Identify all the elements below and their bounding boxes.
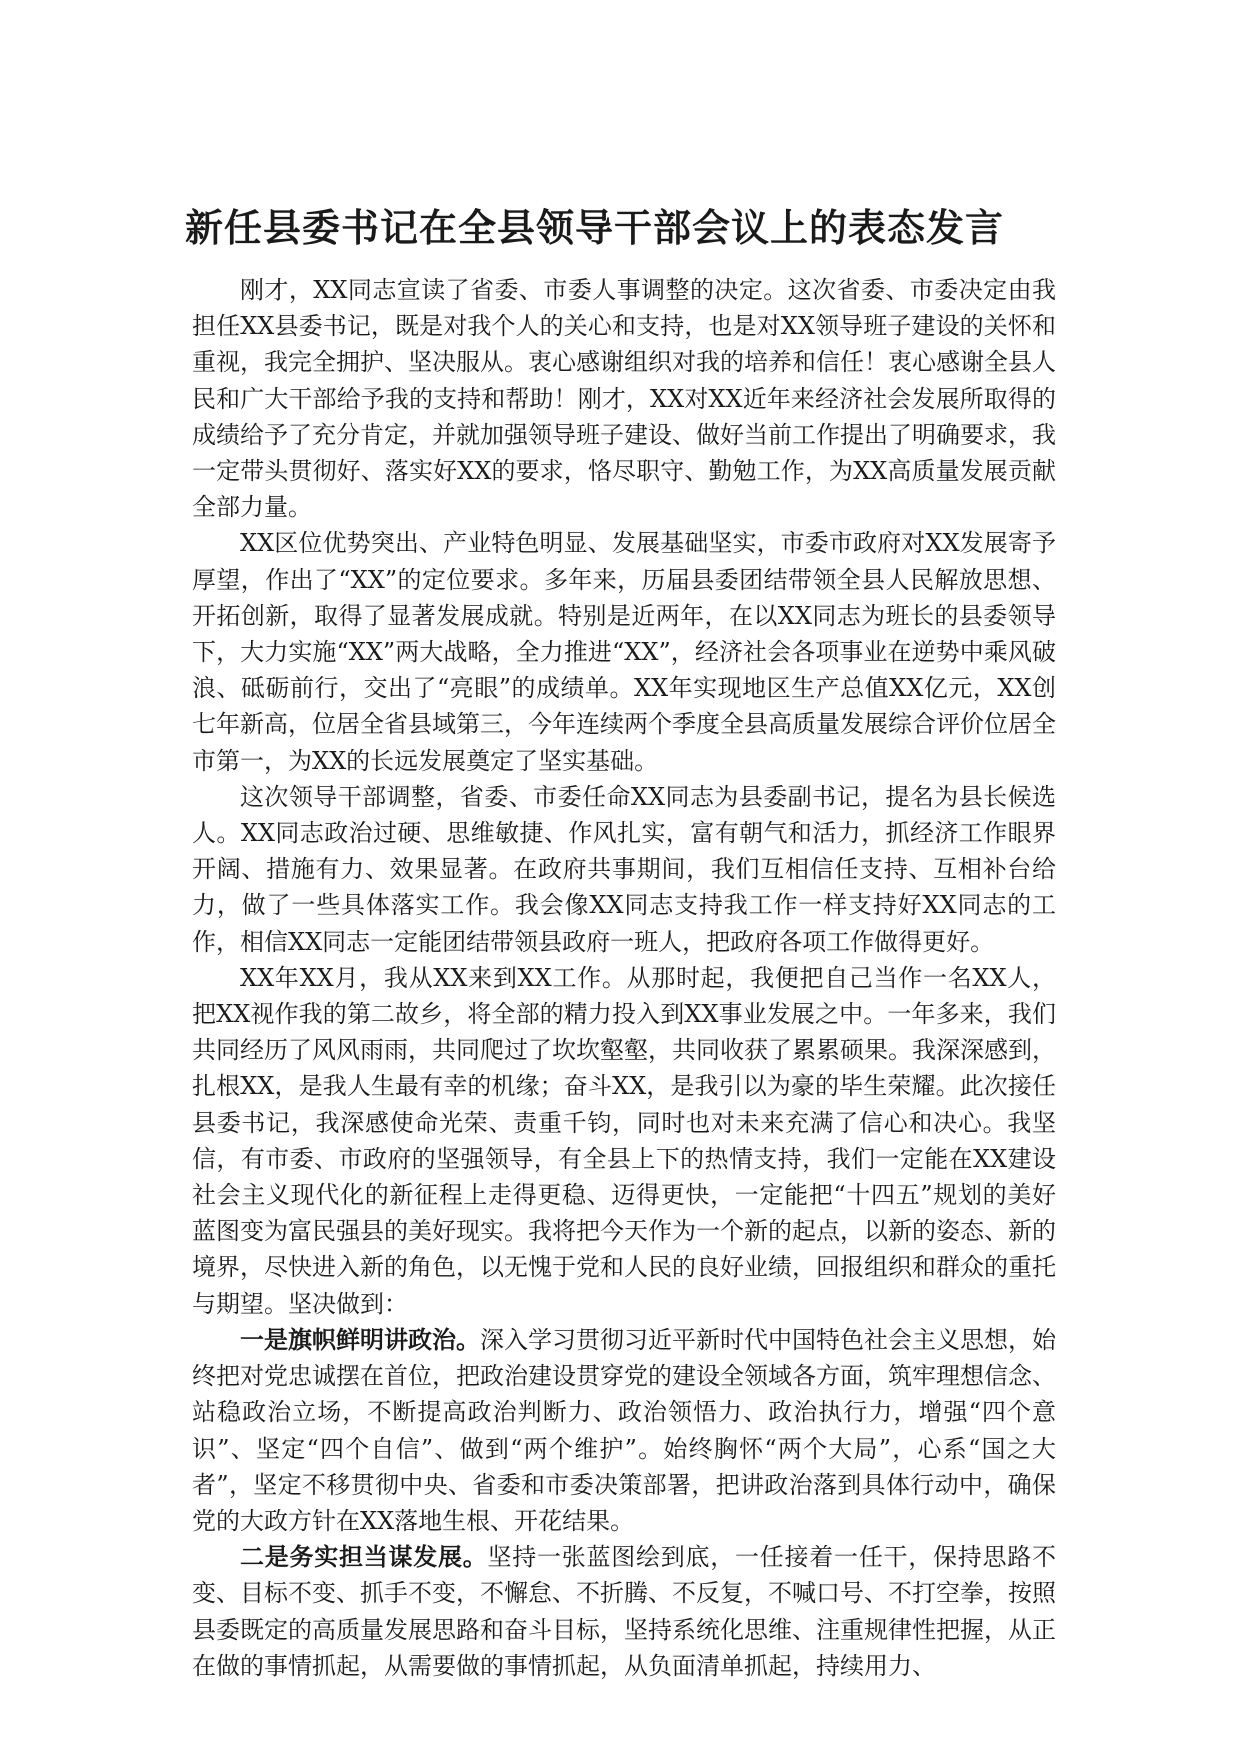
paragraph-text: XX年XX月，我从XX来到XX工作。从那时起，我便把自己当作一名XX人，把XX视作我的第二故乡，将全部的精力投入到XX事业发展之中。一年多来，我们共同经历了风风雨雨，共同爬过了坎坎壑壑，共同收获了累累硕果。我深深感到，扎根XX，是我人生最有幸的机缘；奋斗XX，是我引以为豪的毕生荣耀。此次接任县委书记，我深感使命光荣、责重千钧，同时也对未来充满了信心和决心。我坚信，有市委、市政府的坚强领导，有全县上下的热情支持，我们一定能在XX建设社会主义现代化的新征程上走得更稳、迈得更快，一定能把“十四五”规划的美好蓝图变为富民强县的美好现实。我将把今天作为一个新的起点，以新的姿态、新的境界，尽快进入新的角色，以无愧于党和人民的良好业绩，回报组织和群众的重托与期望。坚决做到：	[192, 963, 1056, 1318]
paragraph-personal-pledge	[192, 960, 1056, 1322]
paragraph-lead: 一是旗帜鲜明讲政治。	[240, 1324, 480, 1354]
paragraph-new-county-head	[192, 779, 1056, 960]
paragraph-text: 刚才，XX同志宣读了省委、市委人事调整的决定。这次省委、市委决定由我担任XX县委书记，既是对我个人的关心和支持，也是对XX领导班子建设的关怀和重视，我完全拥护、坚决服从。衷心感谢组织对我的培养和信任！衷心感谢全县人民和广大干部给予我的支持和帮助！刚才，XX对XX近年来经济社会发展所取得的成绩给予了充分肯定，并就加强领导班子建设、做好当前工作提出了明确要求，我一定带头贯彻好、落实好XX的要求，恪尽职守、勤勉工作，为XX高质量发展贡献全部力量。	[192, 276, 1056, 522]
paragraph-text: 坚持一张蓝图绘到底，一任接着一任干，保持思路不变、目标不变、抓手不变，不懈怠、不折腾、不反复，不喊口号、不打空拳，按照县委既定的高质量发展思路和奋斗目标，坚持系统化思维、注重规律性把握，从正在做的事情抓起，从需要做的事情抓起，从负面清单抓起，持续用力、	[192, 1543, 1056, 1680]
paragraph-appointment-thanks	[192, 272, 1056, 525]
paragraph-point-politics	[192, 1322, 1056, 1539]
document-body	[192, 272, 1056, 1684]
paragraph-lead: 二是务实担当谋发展。	[240, 1542, 488, 1572]
document-title: 新任县委书记在全县领导干部会议上的表态发言	[185, 206, 1005, 250]
paragraph-text: 深入学习贯彻习近平新时代中国特色社会主义思想，始终把对党忠诚摆在首位，把政治建设贯穿党的建设全领域各方面，筑牢理想信念、站稳政治立场，不断提高政治判断力、政治领悟力、政治执行力，增强“四个意识”、坚定“四个自信”、做到“两个维护”。始终胸怀“两个大局”，心系“国之大者”，坚定不移贯彻中央、省委和市委决策部署，把讲政治落到具体行动中，确保党的大政方针在XX落地生根、开花结果。	[192, 1325, 1056, 1535]
paragraph-county-achievements	[192, 525, 1056, 778]
paragraph-point-development	[192, 1539, 1056, 1684]
paragraph-text: XX区位优势突出、产业特色明显、发展基础坚实，市委市政府对XX发展寄予厚望，作出了“XX”的定位要求。多年来，历届县委团结带领全县人民解放思想、开拓创新，取得了显著发展成就。特别是近两年，在以XX同志为班长的县委领导下，大力实施“XX”两大战略，全力推进“XX”，经济社会各项事业在逆势中乘风破浪、砥砺前行，交出了“亮眼”的成绩单。XX年实现地区生产总值XX亿元，XX创七年新高，位居全省县域第三，今年连续两个季度全县高质量发展综合评价位居全市第一，为XX的长远发展奠定了坚实基础。	[192, 529, 1056, 775]
paragraph-text: 这次领导干部调整，省委、市委任命XX同志为县委副书记，提名为县长候选人。XX同志政治过硬、思维敏捷、作风扎实，富有朝气和活力，抓经济工作眼界开阔、措施有力、效果显著。在政府共事期间，我们互相信任支持、互相补台给力，做了一些具体落实工作。我会像XX同志支持我工作一样支持好XX同志的工作，相信XX同志一定能团结带领县政府一班人，把政府各项工作做得更好。	[192, 782, 1056, 956]
